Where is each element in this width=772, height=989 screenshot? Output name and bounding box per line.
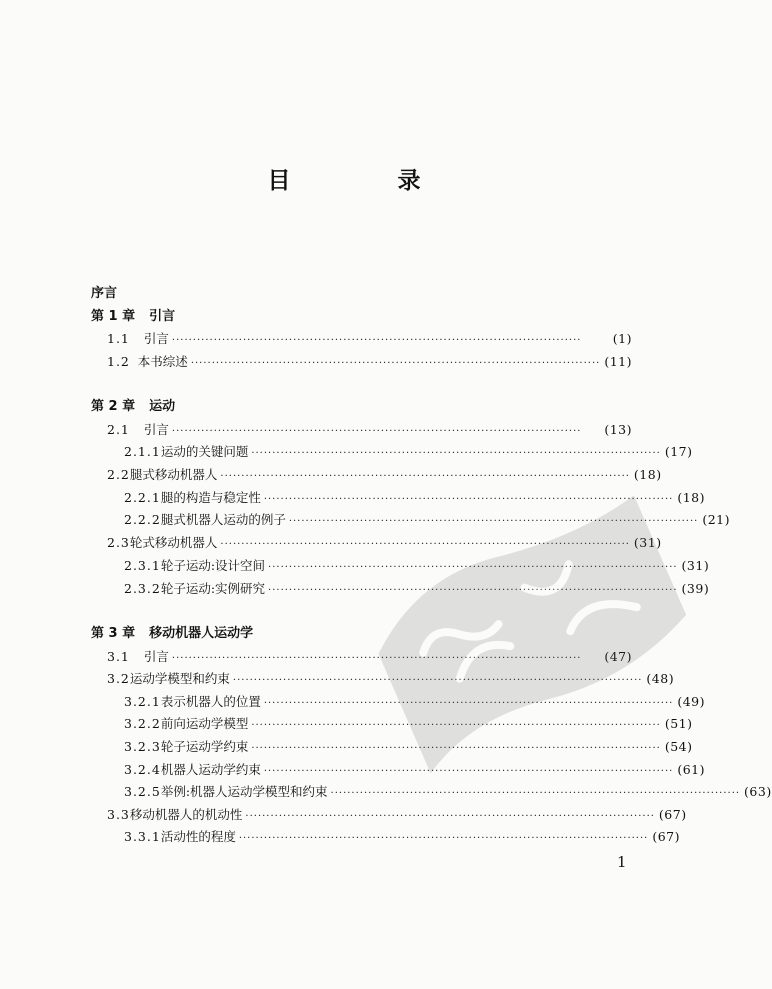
leader-dots: ·································································································· (263, 698, 674, 709)
chapter-heading (91, 398, 175, 416)
section-title: 运动学模型和约束 (129, 671, 230, 686)
section-title: 轮子运动:实例研究 (160, 581, 266, 596)
leader-dots: ·································································································· (268, 585, 678, 596)
page-ref: (49) (677, 694, 706, 709)
leader-dots: ·································································································· (245, 811, 655, 822)
toc-entry[interactable] (124, 715, 693, 735)
page-ref: (18) (633, 467, 662, 482)
section-title: 引言 (143, 331, 169, 346)
chapter-number: 第 3 章 (91, 626, 136, 641)
chapter-title: 运动 (149, 399, 176, 414)
section-number: 3.3.1 (124, 829, 161, 844)
section-title: 轮式移动机器人 (129, 535, 218, 550)
leader-dots: ·································································································· (251, 720, 661, 731)
section-number: 3.2.5 (124, 784, 161, 799)
toc-entry[interactable] (124, 738, 693, 758)
leader-dots: ·································································································· (220, 471, 630, 482)
toc-entry[interactable] (107, 466, 662, 486)
section-number: 2.2.1 (124, 490, 161, 505)
toc-entry[interactable] (124, 443, 693, 463)
section-number: 3.2 (107, 671, 130, 686)
section-number: 3.3 (107, 807, 130, 822)
page-ref: (67) (652, 829, 681, 844)
section-number: 2.3.1 (124, 558, 161, 573)
page-ref: (11) (604, 354, 632, 369)
section-title: 引言 (143, 422, 169, 437)
leader-dots: ·································································································· (232, 675, 643, 686)
toc-entry[interactable] (124, 511, 731, 531)
section-title: 活动性的程度 (160, 829, 236, 844)
leader-dots: ·································································································· (190, 358, 601, 369)
toc-entry[interactable] (124, 580, 710, 600)
section-title: 表示机器人的位置 (160, 694, 261, 709)
section-title: 本书综述 (137, 354, 188, 369)
section-number: 2.1.1 (124, 444, 161, 459)
leader-dots: ·································································································· (263, 494, 674, 505)
leader-dots: ·································································································· (171, 653, 582, 664)
toc-entry[interactable] (107, 534, 662, 554)
toc-entry[interactable] (107, 330, 632, 350)
page-ref: (18) (677, 490, 706, 505)
section-number: 2.3.2 (124, 581, 161, 596)
leader-dots: ·································································································· (268, 562, 678, 573)
leader-dots: ·································································································· (330, 788, 741, 799)
leader-dots: ·································································································· (220, 539, 630, 550)
section-title: 移动机器人的机动性 (129, 807, 243, 822)
page-ref: (31) (633, 535, 662, 550)
toc-entry[interactable] (124, 761, 706, 781)
section-title: 引言 (143, 649, 169, 664)
section-number: 3.1 (107, 649, 130, 664)
leader-dots: ·································································································· (171, 335, 582, 346)
chapter-title: 引言 (149, 309, 176, 324)
section-number: 3.2.3 (124, 739, 161, 754)
section-title: 腿式机器人运动的例子 (160, 512, 286, 527)
toc-entry[interactable] (107, 421, 632, 441)
page-ref: (39) (681, 581, 710, 596)
toc-entry[interactable] (107, 670, 675, 690)
leader-dots: ·································································································· (251, 448, 661, 459)
section-number: 3.2.1 (124, 694, 161, 709)
page-title: 目 录 (267, 168, 463, 194)
section-title: 举例:机器人运动学模型和约束 (160, 784, 328, 799)
leader-dots: ·································································································· (251, 743, 661, 754)
section-title: 运动的关键问题 (160, 444, 249, 459)
page-ref: (63) (744, 784, 772, 799)
toc-entry[interactable] (124, 783, 772, 803)
page-ref: (48) (646, 671, 675, 686)
page-number: 1 (617, 853, 627, 871)
page-ref: (67) (658, 807, 687, 822)
leader-dots: ·································································································· (288, 516, 699, 527)
section-title: 轮子运动:设计空间 (160, 558, 266, 573)
page-ref: (61) (677, 762, 706, 777)
toc-entry[interactable] (124, 693, 706, 713)
toc-entry[interactable] (107, 648, 632, 668)
section-number: 2.2 (107, 467, 130, 482)
leader-dots: ·································································································· (238, 833, 649, 844)
leader-dots: ·································································································· (171, 426, 582, 437)
section-number: 1.1 (107, 331, 130, 346)
toc-entry[interactable] (107, 353, 632, 373)
leader-dots: ·································································································· (263, 766, 674, 777)
toc-entry[interactable] (107, 806, 687, 826)
chapter-title: 移动机器人运动学 (149, 626, 254, 641)
section-number: 2.1 (107, 422, 130, 437)
preface-heading: 序言 (91, 286, 118, 301)
page-ref: (17) (664, 444, 693, 459)
section-title: 腿的构造与稳定性 (160, 490, 261, 505)
section-title: 机器人运动学约束 (160, 762, 261, 777)
section-title: 腿式移动机器人 (129, 467, 218, 482)
section-title: 前向运动学模型 (160, 716, 249, 731)
section-number: 3.2.4 (124, 762, 161, 777)
toc-entry[interactable] (124, 557, 710, 577)
chapter-number: 第 2 章 (91, 399, 136, 414)
page-ref: (47) (604, 649, 632, 664)
page-ref: (1) (612, 331, 632, 346)
section-number: 3.2.2 (124, 716, 161, 731)
toc-entry[interactable] (124, 828, 681, 848)
section-title: 轮子运动学约束 (160, 739, 249, 754)
section-number: 1.2 (107, 354, 130, 369)
chapter-heading (91, 625, 253, 643)
section-number: 2.2.2 (124, 512, 161, 527)
chapter-heading (91, 308, 175, 326)
chapter-number: 第 1 章 (91, 309, 136, 324)
page-ref: (51) (664, 716, 693, 731)
toc-entry[interactable] (124, 489, 706, 509)
page-ref: (21) (702, 512, 731, 527)
page-ref: (31) (681, 558, 710, 573)
page-ref: (13) (604, 422, 632, 437)
page-ref: (54) (664, 739, 693, 754)
section-number: 2.3 (107, 535, 130, 550)
